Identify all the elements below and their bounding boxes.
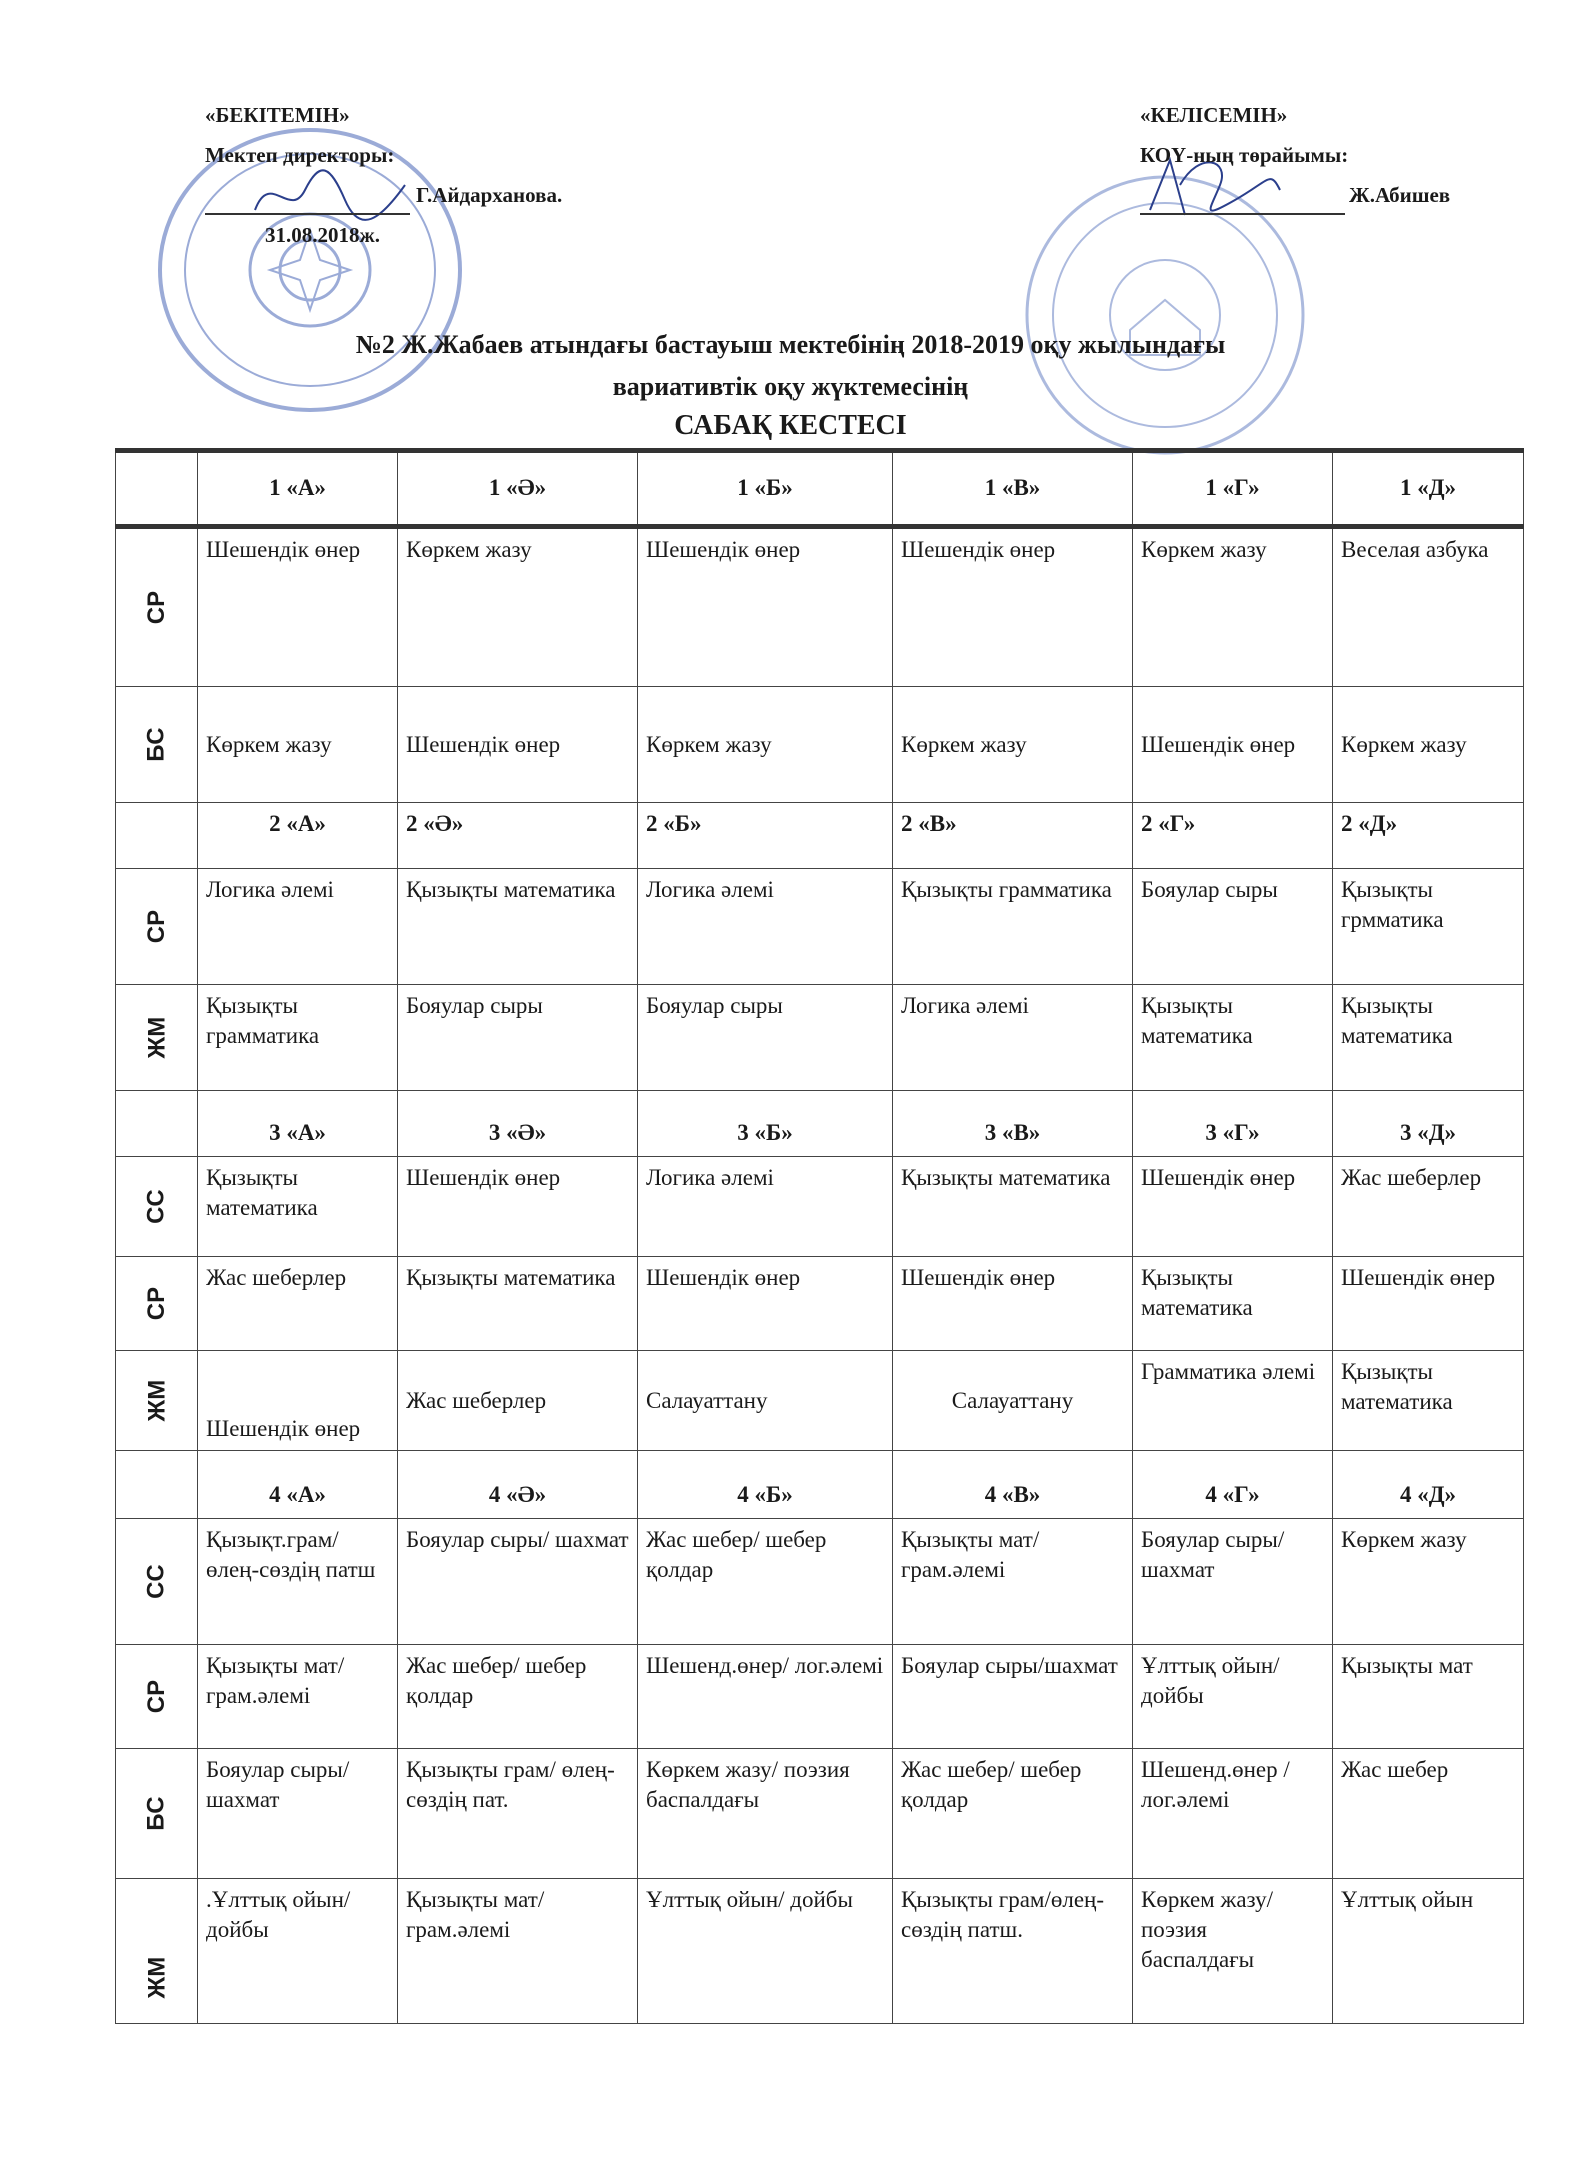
approval-name: Г.Айдарханова. [416, 183, 563, 207]
table-row [116, 527, 1524, 687]
lesson-cell: Веселая азбука [1333, 527, 1524, 687]
class-header: 2 «Ә» [398, 803, 638, 869]
lesson-cell: Қызықты математика [1133, 1257, 1333, 1351]
document-title: №2 Ж.Жабаев атындағы бастауыш мектебінің 2018-2019 оқу жылындағы [355, 330, 1226, 359]
table-row [116, 869, 1524, 985]
document-subtitle: вариативтік оқу жүктемесінің [612, 372, 969, 401]
day-label: СР [116, 527, 198, 687]
table-row [116, 1157, 1524, 1257]
approval-date: 31.08.2018ж. [265, 223, 380, 247]
table-row [116, 1749, 1524, 1879]
lesson-cell: Бояулар сыры [1133, 869, 1333, 985]
class-header: 4 «Г» [1133, 1451, 1333, 1519]
class-header: 3 «А» [198, 1091, 398, 1157]
lesson-cell: Қызықты мат [1333, 1645, 1524, 1749]
lesson-cell: Шешендік өнер [398, 687, 638, 803]
table-row [116, 1519, 1524, 1645]
lesson-cell: Қызықты грамматика [198, 985, 398, 1091]
lesson-cell: Шешенд.өнер /лог.әлемі [1133, 1749, 1333, 1879]
schedule-table [115, 448, 1524, 2024]
class-header: 3 «В» [893, 1091, 1133, 1157]
class-header: 2 «Д» [1333, 803, 1524, 869]
class-header: 4 «А» [198, 1451, 398, 1519]
day-label: СР [116, 1257, 198, 1351]
day-label: БС [116, 687, 198, 803]
schedule-heading: САБАҚ КЕСТЕСІ [674, 410, 907, 441]
corner-cell [116, 451, 198, 527]
lesson-cell: Қызықты математика [398, 869, 638, 985]
table-row [116, 1879, 1524, 2024]
lesson-cell: Қызықты мат/ грам.әлемі [398, 1879, 638, 2024]
class-header: 4 «Ә» [398, 1451, 638, 1519]
lesson-cell: Шешендік өнер [893, 1257, 1133, 1351]
lesson-cell: Логика әлемі [638, 1157, 893, 1257]
class-header: 3 «Д» [1333, 1091, 1524, 1157]
table-row [116, 687, 1524, 803]
lesson-cell: Бояулар сыры/ шахмат [1133, 1519, 1333, 1645]
lesson-cell: Шешендік өнер [893, 527, 1133, 687]
lesson-cell: Ұлттық ойын/ дойбы [638, 1879, 893, 2024]
class-header: 1 «Д» [1333, 451, 1524, 527]
day-label: ЖМ [116, 985, 198, 1091]
class-header: 1 «А» [198, 451, 398, 527]
lesson-cell: Салауаттану [893, 1351, 1133, 1451]
lesson-cell: Шешенд.өнер/ лог.әлемі [638, 1645, 893, 1749]
class-header: 1 «В» [893, 451, 1133, 527]
lesson-cell: Бояулар сыры/ шахмат [398, 1519, 638, 1645]
class-header: 4 «Д» [1333, 1451, 1524, 1519]
signature-line [1140, 213, 1345, 215]
agreement-heading: «КЕЛІСЕМІН» [1140, 103, 1288, 127]
day-label: СР [116, 869, 198, 985]
lesson-cell: Қызықт.грам/ өлең-сөздің патш [198, 1519, 398, 1645]
lesson-cell: Шешендік өнер [1133, 687, 1333, 803]
lesson-cell: Шешендік өнер [638, 1257, 893, 1351]
lesson-cell: Логика әлемі [893, 985, 1133, 1091]
lesson-cell: Жас шебер/ шебер қолдар [398, 1645, 638, 1749]
lesson-cell: Жас шебер/ шебер қолдар [638, 1519, 893, 1645]
day-label: БС [116, 1749, 198, 1879]
class-header: 4 «В» [893, 1451, 1133, 1519]
approval-block [205, 95, 562, 255]
lesson-cell: Ұлттық ойын [1333, 1879, 1524, 2024]
approval-signature-row [205, 175, 562, 215]
table-row [116, 1257, 1524, 1351]
lesson-cell: Шешендік өнер [198, 1351, 398, 1451]
grade3-header-row [116, 1091, 1524, 1157]
lesson-cell: Қызықты математика [198, 1157, 398, 1257]
lesson-cell: Қызықты грам/өлең-сөздің патш. [893, 1879, 1133, 2024]
class-header: 4 «Б» [638, 1451, 893, 1519]
lesson-cell: Қызықты математика [1333, 1351, 1524, 1451]
lesson-cell: Бояулар сыры/ шахмат [198, 1749, 398, 1879]
class-header: 2 «Г» [1133, 803, 1333, 869]
lesson-cell: Көркем жазу [1333, 687, 1524, 803]
lesson-cell: .Ұлттық ойын/ дойбы [198, 1879, 398, 2024]
lesson-cell: Қызықты математика [1333, 985, 1524, 1091]
lesson-cell: Бояулар сыры [638, 985, 893, 1091]
lesson-cell: Салауаттану [638, 1351, 893, 1451]
lesson-cell: Қызықты мат/ грам.әлемі [198, 1645, 398, 1749]
class-header: 3 «Г» [1133, 1091, 1333, 1157]
lesson-cell: Көркем жазу/ поэзия баспалдағы [638, 1749, 893, 1879]
lesson-cell: Көркем жазу [638, 687, 893, 803]
lesson-cell: Қызықты математика [893, 1157, 1133, 1257]
corner-cell [116, 1451, 198, 1519]
lesson-cell: Шешендік өнер [398, 1157, 638, 1257]
class-header: 3 «Б» [638, 1091, 893, 1157]
lesson-cell: Ұлттық ойын/ дойбы [1133, 1645, 1333, 1749]
lesson-cell: Бояулар сыры/шахмат [893, 1645, 1133, 1749]
lesson-cell: Қызықты математика [1133, 985, 1333, 1091]
approval-heading: «БЕКІТЕМІН» [205, 103, 350, 127]
lesson-cell: Көркем жазу [198, 687, 398, 803]
class-header: 2 «А» [198, 803, 398, 869]
lesson-cell: Жас шебер/ шебер қолдар [893, 1749, 1133, 1879]
table-row [116, 1645, 1524, 1749]
corner-cell [116, 803, 198, 869]
class-header: 3 «Ә» [398, 1091, 638, 1157]
table-row [116, 985, 1524, 1091]
lesson-cell: Шешендік өнер [1333, 1257, 1524, 1351]
table-row [116, 1351, 1524, 1451]
agreement-block [1140, 95, 1450, 215]
lesson-cell: Қызықты мат/ грам.әлемі [893, 1519, 1133, 1645]
day-label: ЖМ [116, 1879, 198, 2024]
day-label: ЖМ [116, 1351, 198, 1451]
lesson-cell: Шешендік өнер [1133, 1157, 1333, 1257]
lesson-cell: Қызықты математика [398, 1257, 638, 1351]
day-label: СС [116, 1519, 198, 1645]
lesson-cell: Қызықты грмматика [1333, 869, 1524, 985]
lesson-cell: Көркем жазу [1333, 1519, 1524, 1645]
approval-position: Мектеп директоры: [205, 143, 395, 167]
lesson-cell: Логика әлемі [638, 869, 893, 985]
lesson-cell: Бояулар сыры [398, 985, 638, 1091]
lesson-cell: Жас шебер [1333, 1749, 1524, 1879]
agreement-position: КОҮ-ның төрайымы: [1140, 143, 1349, 167]
day-label: СС [116, 1157, 198, 1257]
lesson-cell: Жас шеберлер [1333, 1157, 1524, 1257]
lesson-cell: Қызықты грамматика [893, 869, 1133, 985]
lesson-cell: Шешендік өнер [638, 527, 893, 687]
lesson-cell: Көркем жазу [398, 527, 638, 687]
lesson-cell: Грамматика әлемі [1133, 1351, 1333, 1451]
class-header: 1 «Б» [638, 451, 893, 527]
grade1-header-row [116, 451, 1524, 527]
lesson-cell: Көркем жазу [893, 687, 1133, 803]
corner-cell [116, 1091, 198, 1157]
agreement-name: Ж.Абишев [1349, 183, 1451, 207]
class-header: 2 «Б» [638, 803, 893, 869]
lesson-cell: Жас шеберлер [398, 1351, 638, 1451]
class-header: 1 «Г» [1133, 451, 1333, 527]
lesson-cell: Жас шеберлер [198, 1257, 398, 1351]
lesson-cell: Қызықты грам/ өлең-сөздің пат. [398, 1749, 638, 1879]
day-label: СР [116, 1645, 198, 1749]
lesson-cell: Логика әлемі [198, 869, 398, 985]
class-header: 1 «Ә» [398, 451, 638, 527]
lesson-cell: Көркем жазу/ поэзия баспалдағы [1133, 1879, 1333, 2024]
agreement-signature-row [1140, 175, 1450, 215]
grade4-header-row [116, 1451, 1524, 1519]
grade2-header-row [116, 803, 1524, 869]
lesson-cell: Көркем жазу [1133, 527, 1333, 687]
lesson-cell: Шешендік өнер [198, 527, 398, 687]
class-header: 2 «В» [893, 803, 1133, 869]
